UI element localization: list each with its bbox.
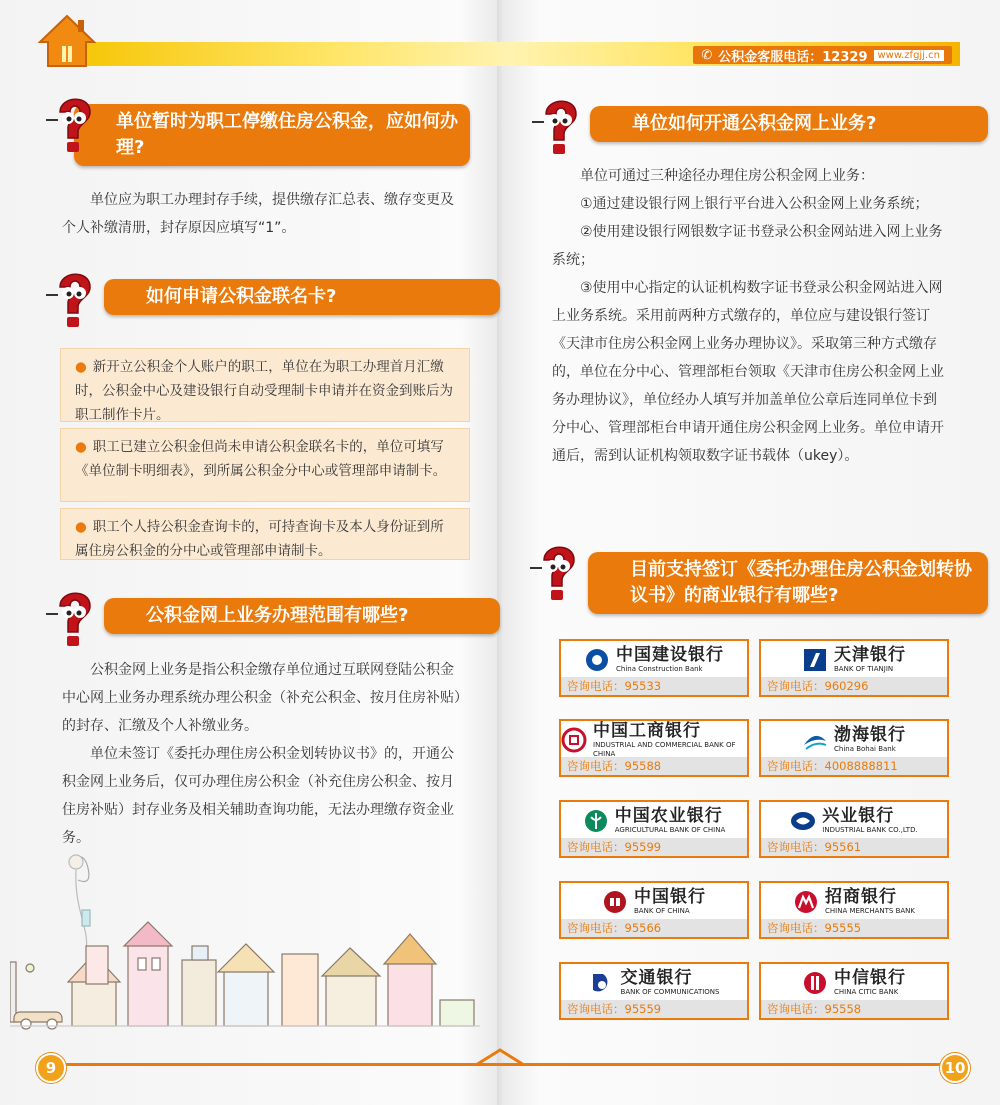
tianjin-bank-logo-icon [802, 647, 828, 673]
bank-name: 中信银行 [834, 968, 906, 988]
bank-card-citic[interactable] [759, 962, 949, 1020]
bank-name: 天津银行 [834, 645, 906, 665]
citic-logo-icon [802, 970, 828, 996]
bank-phone: 咨询电话：95555 [761, 919, 947, 937]
icbc-logo-icon [561, 727, 587, 753]
page-number-left: 9 [36, 1053, 66, 1083]
bank-name: 中国建设银行 [616, 645, 724, 665]
bank-card-bocom[interactable] [559, 962, 749, 1020]
bank-card-boc[interactable] [559, 881, 749, 939]
page-spine [497, 0, 503, 1105]
info-card-3 [60, 508, 470, 560]
house-icon [38, 14, 96, 68]
answer-paragraph: 公积金网上业务是指公积金缴存单位通过互联网登陆公积金中心网上业务办理系统办理公积金（补充公积金、按月住房补贴）的封存、汇缴及个人补缴业务。 [62, 662, 461, 734]
bank-name: 中国工商银行 [593, 720, 701, 741]
bank-name-en: INDUSTRIAL AND COMMERCIAL BANK OF CHINA [593, 740, 736, 758]
question-header-2 [44, 279, 470, 315]
answer-3 [62, 656, 464, 852]
question-mark-icon [530, 92, 592, 158]
answer-paragraph: 单位可通过三种途径办理住房公积金网上业务： [580, 168, 874, 184]
bank-phone: 咨询电话：95533 [561, 677, 747, 695]
page-number-right: 10 [940, 1053, 970, 1083]
abc-logo-icon [583, 808, 609, 834]
info-card-2 [60, 428, 470, 502]
bank-name-en: China Bohai Bank [834, 745, 896, 753]
bank-phone: 咨询电话：95559 [561, 1000, 747, 1018]
bank-name-en: China Construction Bank [616, 665, 703, 673]
bank-name-en: AGRICULTURAL BANK OF CHINA [614, 826, 726, 834]
bank-phone: 咨询电话：95599 [561, 838, 747, 856]
bank-name-en: CHINA CITIC BANK [834, 988, 899, 996]
bullet-icon: ● [75, 519, 87, 535]
boc-logo-icon [602, 889, 628, 915]
hotline-label: 公积金客服电话：12329 [718, 49, 868, 65]
bank-card-bohai[interactable] [759, 719, 949, 777]
bank-name: 渤海银行 [834, 725, 906, 745]
bohai-logo-icon [802, 727, 828, 753]
question-title: 如何申请公积金联名卡? [104, 279, 500, 315]
answer-1 [62, 186, 464, 242]
bank-card-ccb[interactable] [559, 639, 749, 697]
bank-phone: 咨询电话：960296 [761, 677, 947, 695]
site-url[interactable]: www.zfgjj.cn [874, 50, 945, 61]
bank-name-en: BANK OF COMMUNICATIONS [620, 988, 720, 996]
ccb-logo-icon [584, 647, 610, 673]
question-mark-icon [528, 538, 590, 604]
info-card-1 [60, 348, 470, 422]
bank-card-abc[interactable] [559, 800, 749, 858]
answer-paragraph: ②使用建设银行网银数字证书登录公积金网站进入网上业务系统； [552, 224, 943, 268]
hotline-badge [693, 46, 952, 64]
footer-notch [476, 1048, 524, 1068]
bullet-icon: ● [75, 359, 87, 375]
bocom-logo-icon [589, 970, 615, 996]
bank-phone: 咨询电话：95561 [761, 838, 947, 856]
bank-phone: 咨询电话：95566 [561, 919, 747, 937]
bank-card-cib[interactable] [759, 800, 949, 858]
bank-name-en: INDUSTRIAL BANK CO.,LTD. [822, 826, 918, 834]
question-title: 目前支持签订《委托办理住房公积金划转协议书》的商业银行有哪些? [588, 552, 988, 614]
cmb-logo-icon [793, 889, 819, 915]
bank-card-tianjin[interactable] [759, 639, 949, 697]
bank-name-en: BANK OF CHINA [634, 907, 690, 915]
answer-text: 单位应为职工办理封存手续，提供缴存汇总表、缴存变更及个人补缴清册，封存原因应填写“1”。 [62, 192, 454, 236]
card-text: 职工已建立公积金但尚未申请公积金联名卡的，单位可填写《单位制卡明细表》，到所属公积金分中心或管理部申请制卡。 [75, 439, 447, 479]
answer-paragraph: ③使用中心指定的认证机构数字证书登录公积金网站进入网上业务系统。采用前两种方式缴存的，单位应与建设银行签订《天津市住房公积金网上业务办理协议》。采取第三种方式缴存的，单位在分中心、管理部柜台领取《天津市住房公积金网上业务办理协议》，单位经办人填写并加盖单位公章后连同单位卡到分中心、管理部柜台申请开通住房公积金网上业务。单位申请开通后，需到认证机构领取数字证书载体（ukey）。 [552, 280, 944, 464]
question-header-5 [528, 552, 972, 614]
bank-name-en: CHINA MERCHANTS BANK [825, 907, 915, 915]
question-title: 单位如何开通公积金网上业务? [590, 106, 988, 142]
bank-phone: 咨询电话：4008888811 [761, 757, 947, 775]
card-text: 职工个人持公积金查询卡的，可持查询卡及本人身份证到所属住房公积金的分中心或管理部申请制卡。 [75, 519, 444, 559]
answer-paragraph: ①通过建设银行网上银行平台进入公积金网上业务系统； [580, 196, 929, 212]
question-header-4 [530, 106, 958, 142]
card-text: 新开立公积金个人账户的职工，单位在为职工办理首月汇缴时，公积金中心及建设银行自动受理制卡申请并在资金到账后为职工制作卡片。 [75, 359, 453, 423]
bank-name: 交通银行 [620, 968, 693, 988]
phone-icon: ✆ [701, 47, 713, 63]
bank-name-en: BANK OF TIANJIN [834, 665, 894, 673]
cib-logo-icon [790, 808, 816, 834]
answer-paragraph: 单位未签订《委托办理住房公积金划转协议书》的，开通公积金网上业务后，仅可办理住房公积金（补充住房公积金、按月住房补贴）封存业务及相关辅助查询功能，无法办理缴存资金业务。 [62, 746, 454, 846]
question-title: 公积金网上业务办理范围有哪些? [104, 598, 500, 634]
question-mark-icon [44, 90, 106, 156]
question-mark-icon [44, 265, 106, 331]
town-illustration [10, 850, 480, 1040]
bank-name: 中国农业银行 [614, 806, 723, 826]
question-title: 单位暂时为职工停缴住房公积金，应如何办理? [74, 104, 470, 166]
question-mark-icon [44, 584, 106, 650]
bank-card-cmb[interactable] [759, 881, 949, 939]
bank-name: 中国银行 [634, 887, 706, 907]
bank-card-icbc[interactable] [559, 719, 749, 777]
bullet-icon: ● [75, 439, 87, 455]
question-header-3 [44, 598, 470, 634]
bank-phone: 咨询电话：95558 [761, 1000, 947, 1018]
bank-name: 兴业银行 [822, 806, 895, 826]
bank-phone: 咨询电话：95588 [561, 757, 747, 775]
question-header-1 [44, 104, 470, 166]
bank-name: 招商银行 [825, 887, 897, 907]
answer-4 [552, 162, 948, 470]
